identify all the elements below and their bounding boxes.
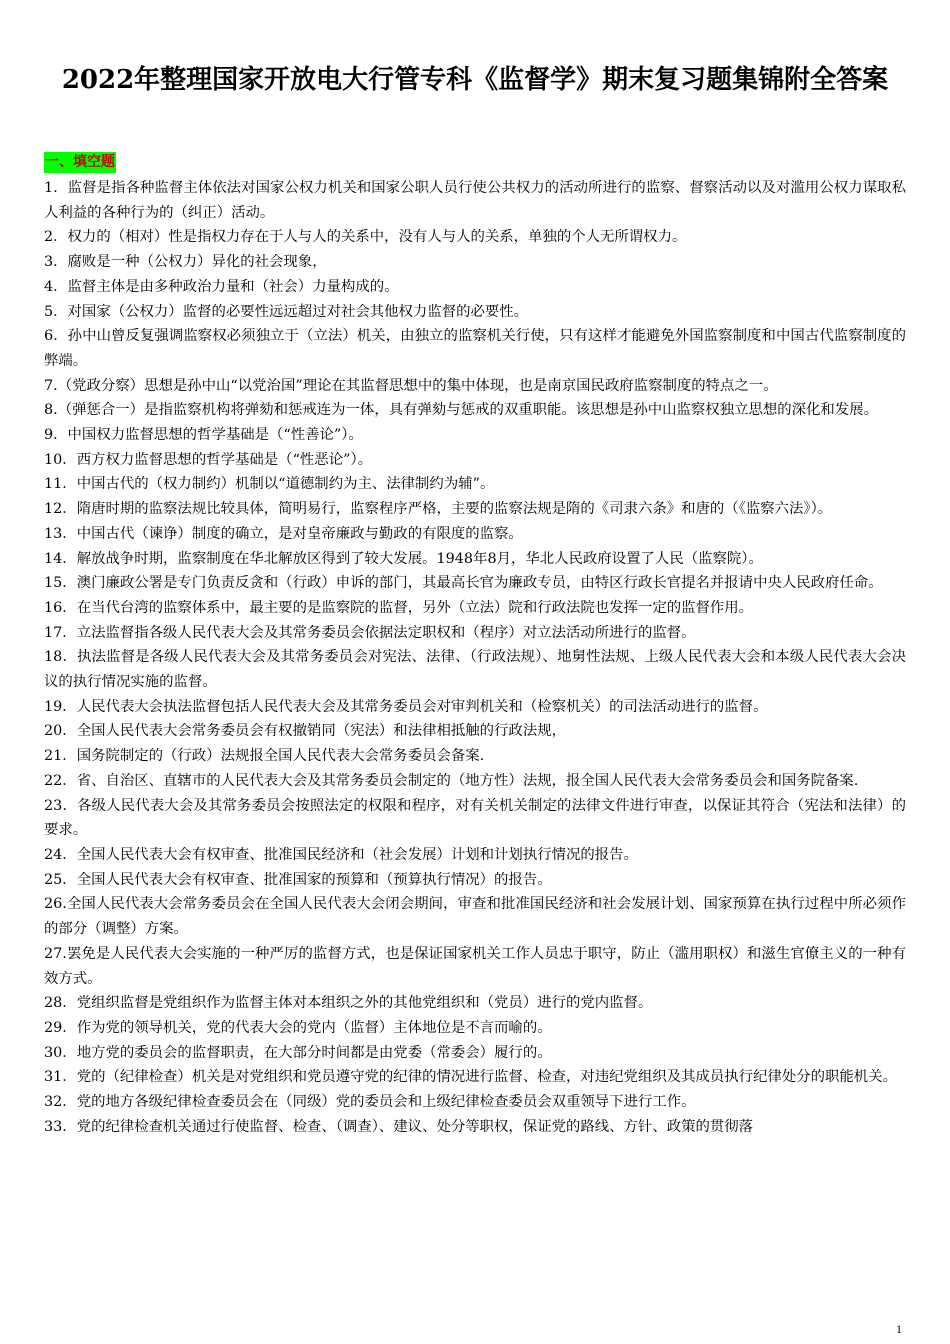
- question-item: 7.（党政分察）思想是孙中山“以党治国”理论在其监督思想中的集中体现，也是南京国民政府监察制度的特点之一。: [44, 377, 778, 394]
- question-item: 29．作为党的领导机关，党的代表大会的党内（监督）主体地位是不言而喻的。: [44, 1019, 552, 1036]
- question-item: 23．各级人民代表大会及其常务委员会按照法定的权限和程序，对有关机关制定的法律文件进行审查，以保证其符合（宪法和法律）的要求。: [44, 797, 906, 839]
- question-item: 28．党组织监督是党组织作为监督主体对本组织之外的其他党组织和（党员）进行的党内监督。: [44, 995, 653, 1012]
- question-item: 10．西方权力监督思想的哲学基础是（“性恶论”）。: [44, 451, 373, 468]
- question-item: 31．党的（纪律检查）机关是对党组织和党员遵守党的纪律的情况进行监督、检查，对违纪党组织及其成员执行纪律处分的职能机关。: [44, 1069, 897, 1086]
- document-title: 2022年整理国家开放电大行管专科《监督学》期末复习题集锦附全答案: [61, 65, 889, 95]
- question-item: 3．腐败是一种（公权力）异化的社会现象，: [44, 254, 327, 271]
- question-item: 16．在当代台湾的监察体系中，最主要的是监察院的监督，另外（立法）院和行政法院也发挥一定的监督作用。: [44, 599, 754, 616]
- question-item: 13．中国古代（谏诤）制度的确立，是对皇帝廉政与勤政的有限度的监察。: [44, 525, 523, 542]
- question-item: 11．中国古代的（权力制约）机制以“道德制约为主、法律制约为辅”。: [44, 476, 495, 493]
- question-item: 12．隋唐时期的监察法规比较具体，简明易行，监察程序严格，主要的监察法规是隋的《司隶六条》和唐的（《监察六法》）。: [44, 501, 833, 518]
- question-item: 2．权力的（相对）性是指权力存在于人与人的关系中，没有人与人的关系，单独的个人无所谓权力。: [44, 229, 687, 246]
- question-item: 30．地方党的委员会的监督职责，在大部分时间都是由党委（常委会）履行的。: [44, 1044, 552, 1061]
- section-heading-fill-in-blank: 一、填空题: [44, 152, 116, 173]
- question-item: 33．党的纪律检查机关通过行使监督、检查、（调查）、建议、处分等职权，保证党的路线、方针、政策的贯彻落: [44, 1118, 754, 1135]
- question-item: 18．执法监督是各级人民代表大会及其常务委员会对宪法、法律、（行政法规）、地舅性法规、上级人民代表大会和本级人民代表大会决议的执行情况实施的监督。: [44, 649, 906, 691]
- question-item: 4．监督主体是由多种政治力量和（社会）力量构成的。: [44, 278, 399, 295]
- question-item: 6．孙中山曾反复强调监察权必须独立于（立法）机关，由独立的监察机关行使，只有这样才能避免外国监察制度和中国古代监察制度的弊端。: [44, 328, 906, 369]
- question-item: 8.（弹惩合一）是指监察机构将弹劾和惩戒连为一体，具有弹劾与惩戒的双重职能。该思想是孙中山监察权独立思想的深化和发展。: [44, 402, 879, 419]
- question-item: 27.罢免是人民代表大会实施的一种严厉的监督方式，也是保证国家机关工作人员忠于职守，防止（滥用职权）和滋生官僚主义的一种有效方式。: [44, 945, 906, 987]
- question-item: 25．全国人民代表大会有权审查、批准国家的预算和（预算执行情况）的报告。: [44, 871, 552, 888]
- question-item: 32．党的地方各级纪律检查委员会在（同级）党的委员会和上级纪律检查委员会双重领导下进行工作。: [44, 1094, 696, 1111]
- question-item: 26.全国人民代表大会常务委员会在全国人民代表大会闭会期间，审查和批准国民经济和社会发展计划、国家预算在执行过程中所必须作的部分（调整）方案。: [44, 896, 906, 938]
- question-list: [44, 176, 906, 1139]
- question-item: 9．中国权力监督思想的哲学基础是（“性善论”）。: [44, 427, 363, 444]
- question-item: 24．全国人民代表大会有权审查、批准国民经济和（社会发展）计划和计划执行情况的报告。: [44, 846, 638, 863]
- question-item: 15．澳门廉政公署是专门负责反贪和（行政）申诉的部门，其最高长官为廉政专员，由特区行政长官提名并报请中央人民政府任命。: [44, 575, 883, 592]
- question-item: 1．监督是指各种监督主体依法对国家公权力机关和国家公职人员行使公共权力的活动所进行的监察、督察活动以及对滥用公权力谋取私人利益的各种行为的（纠正）活动。: [44, 180, 906, 221]
- question-item: 19．人民代表大会执法监督包括人民代表大会及其常务委员会对审判机关和（检察机关）的司法活动进行的监督。: [44, 698, 768, 715]
- question-item: 22．省、自治区、直辖市的人民代表大会及其常务委员会制定的（地方性）法规，报全国人民代表大会常务委员会和国务院备案.: [44, 772, 859, 789]
- question-item: 21．国务院制定的（行政）法规报全国人民代表大会常务委员会备案.: [44, 748, 485, 765]
- question-item: 17．立法监督指各级人民代表大会及其常务委员会依据法定职权和（程序）对立法活动所进行的监督。: [44, 624, 696, 641]
- question-item: 14．解放战争时期，监察制度在华北解放区得到了较大发展。1948年8月，华北人民政府设置了人民（监察院）。: [44, 550, 763, 567]
- question-item: 20．全国人民代表大会常务委员会有权撤销同（宪法）和法律相抵触的行政法规，: [44, 723, 566, 740]
- page-number: 1: [896, 1322, 902, 1336]
- question-item: 5．对国家（公权力）监督的必要性远远超过对社会其他权力监督的必要性。: [44, 303, 529, 320]
